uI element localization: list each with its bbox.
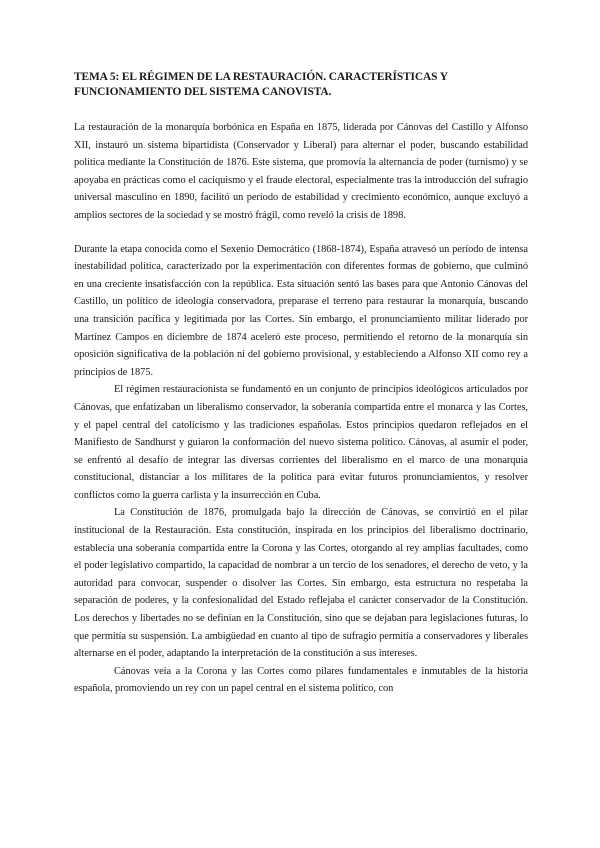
paragraph-gap [74, 225, 528, 241]
paragraph-sexenio: Durante la etapa conocida como el Sexenio Democrático (1868-1874), España atravesó un período de intensa inestabilidad política, caracterizado por la experimentación con diferentes formas de gobierno, que culminó en una creciente insatisfacción con la república. Esta situación sentó las bases para que Antonio Cánovas del Castillo, un político de ideología conservadora, preparase el terreno para restaurar la monarquía, buscando una transición pacífica y legitimada por las Cortes. Sin embargo, el pronunciamiento militar liderado por Martínez Campos en diciembre de 1874 aceleró este proceso, permitiendo el retorno de la monarquía sin oposición significativa de la población ni del gobierno provisional, y estableciendo a Alfonso XII como rey a principios de 1875. [74, 243, 528, 378]
document-page [74, 70, 528, 698]
paragraph-principios: El régimen restauracionista se fundamentó en un conjunto de principios ideológicos articulados por Cánovas, que enfatizaban un liberalismo conservador, la soberanía compartida entre el monarca y las Cortes, y el papel central del catolicismo y las tradiciones españolas. Estos principios quedaron reflejados en el Manifiesto de Sandhurst y guiaron la conformación del nuevo sistema político. Cánovas, al asumir el poder, se enfrentó al desafío de integrar las diversas corrientes del liberalismo en el marco de una monarquía constitucional, distanciar a los militares de la política para evitar futuros pronunciamientos, y resolver conflictos como la guerra carlista y la insurrección en Cuba. [74, 384, 528, 501]
document-title: TEMA 5: EL RÉGIMEN DE LA RESTAURACIÓN. CARACTERÍSTICAS Y FUNCIONAMIENTO DEL SISTEMA CANOVISTA. [74, 71, 448, 98]
paragraph-constitucion: La Constitución de 1876, promulgada bajo la dirección de Cánovas, se convirtió en el pilar institucional de la Restauración. Esta constitución, inspirada en los principios del liberalismo doctrinario, establecía una soberanía compartida entre la Corona y las Cortes, otorgando al rey amplias facultades, como el poder legislativo compartido, la capacidad de nombrar a un tercio de los senadores, el derecho de veto, y la autoridad para convocar, suspender o disolver las Cortes. Sin embargo, esta estructura no respetaba la separación de poderes, y la confesionalidad del Estado reflejaba el carácter conservador de la Constitución. Los derechos y libertades no se definían en la Constitución, sino que se dejaban para legislaciones futuras, lo que permitía su suspensión. La ambigüedad en cuanto al tipo de sufragio permitía a conservadores y liberales alternarse en el poder, adaptando la interpretación de la constitución a sus intereses. [74, 507, 528, 660]
paragraph-intro: La restauración de la monarquía borbónica en España en 1875, liderada por Cánovas del Castillo y Alfonso XII, instauró un sistema bipartidista (Conservador y Liberal) para alternar el poder, buscando estabilidad política mediante la Constitución de 1876. Este sistema, que promovía la alternancia de poder (turnismo) y se apoyaba en prácticas como el caciquismo y el fraude electoral, especialmente tras la introducción del sufragio universal masculino en 1890, facilitó un período de estabilidad y crecimiento económico, aunque excluyó a amplios sectores de la sociedad y se mostró frágil, como reveló la crisis de 1898. [74, 122, 528, 221]
paragraph-corona-cortes: Cánovas veía a la Corona y las Cortes como pilares fundamentales e inmutables de la historia española, promoviendo un rey con un papel central en el sistema político, con [74, 665, 528, 695]
